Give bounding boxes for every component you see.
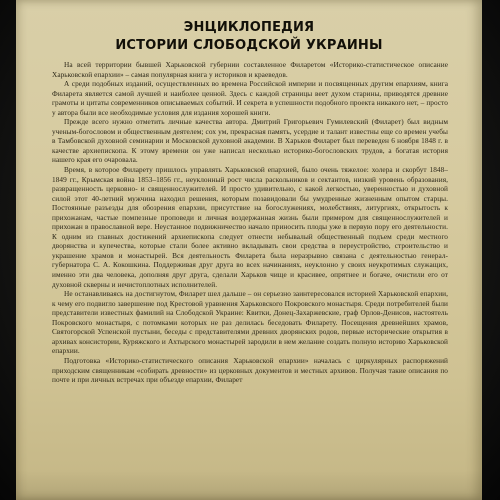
book-page xyxy=(16,0,482,500)
page-shadow xyxy=(16,470,482,500)
page-title: ЭНЦИКЛОПЕДИЯ xyxy=(183,20,315,35)
page-subtitle: ИСТОРИИ СЛОБОДСКОЙ УКРАИНЫ xyxy=(115,38,383,53)
paragraph: Время, в которое Филарету пришлось управлять Харьковской епархией, было очень тяжелое: холера и скорбут 1848–1849 гг., Крымская война 1853–1856 гг., неуклонный рост числа раскольников и сектантов, низкий уровень образования, развращенность церковно- и священнослужителей. И просто удивительно, с какой легкостью, уверенностью и духовной силой этот 40-летний мужчина находил решения, которым позавидовали бы умудренные жизненным опытом старцы. Постоянные разъезды для обозрения епархии, присутствие на богослужениях, молебствиях, литургиях, открытость к прихожанам, частые помпезные проповеди и личная воздержанная жизнь были примером для священнослужителей и прихожан в православной вере. Неустанное подвижничество начало приносить плоды уже в первую пору его деятельности. К одним из главных достижений архиепископа следует отнести небывалый общественный подъем среди местного дворянства и купечества, которые стали более активно вкладывать свои средства в переустройство, строительство и украшение храмов и монастырей. Вся деятельность Филарета была неразрывно связана с деятельностью генерал-губернатора С. А. Кокошкина. Поддерживая друг друга во всех начинаниях, неуклонно у своих неукротимых служащих, именно эти два человека, дополняя друг друга, сделали Харьков чище и красивее, опрятнее и богаче, очистили его от духовной скверны и нечистоплотных исполнителей. xyxy=(52,165,448,289)
paragraph: А среди подобных изданий, осуществленных во времена Российской империи и посвященных другим епархиям, книга Филарета является самой лучшей и наиболее ценной. Здесь с каждой страницы веет духом старины, приводятся древние грамоты и цитаты современников описываемых событий. И секрета в успешности подобного проекта никакого нет, – просто у автора были все необходимые условия для издания хорошей книги. xyxy=(52,79,448,117)
paragraph: На всей территории бывшей Харьковской губернии составленное Филаретом «Историко-статистическое описание Харьковской епархии» – самая популярная книга у историков и краеведов. xyxy=(52,60,448,79)
body-text xyxy=(52,60,448,385)
paragraph: Не останавливаясь на достигнутом, Филарет шел дальше – он серьезно заинтересовался историей Харьковской епархии, к чему его подвигло завершение под Крестовой уравнения Харьковского Покровского монастыря. Среди потребителей были представители известных фамилий на Слободской Украине: Квитки, Донец-Захаржевские, граф Орлов-Денисов, настоятель Покровского монастыря, с потомками которых не раз делилась беседовать Филарету. Посещения древнейших храмов, Святогорской Успенской пустыни, беседы с представителями древних дворянских родов, первые исторические открытия в архивах консистории, Куряжского и Ахтырского монастырей зародили в нем желание создать полную историю Харьковской епархии. xyxy=(52,289,448,356)
paragraph: Подготовка «Историко-статистического описания Харьковской епархии» началась с циркулярных распоряжений приходским священникам «собирать древности» из церковных документов и местных архивов. Получая такие описания по почте и при личных встречах при объезде епархии, Филарет xyxy=(52,355,448,385)
paragraph: Прежде всего нужно отметить личные качества автора. Дмитрий Григорьевич Гумилевский (Филарет) был видным ученым-богословом и общественным деятелем; сох ум, прекрасная память, усердие и талант известны еще со времен учебы в Тамбовской духовной семинарии и Московской духовной академии. В Харьков Филарет был переведен 6 ноября 1848 г. в качестве архиепископа. К этому времени он уже написал несколько историко-богословских трудов, а богатая история нашего края его очаровала. xyxy=(52,117,448,165)
